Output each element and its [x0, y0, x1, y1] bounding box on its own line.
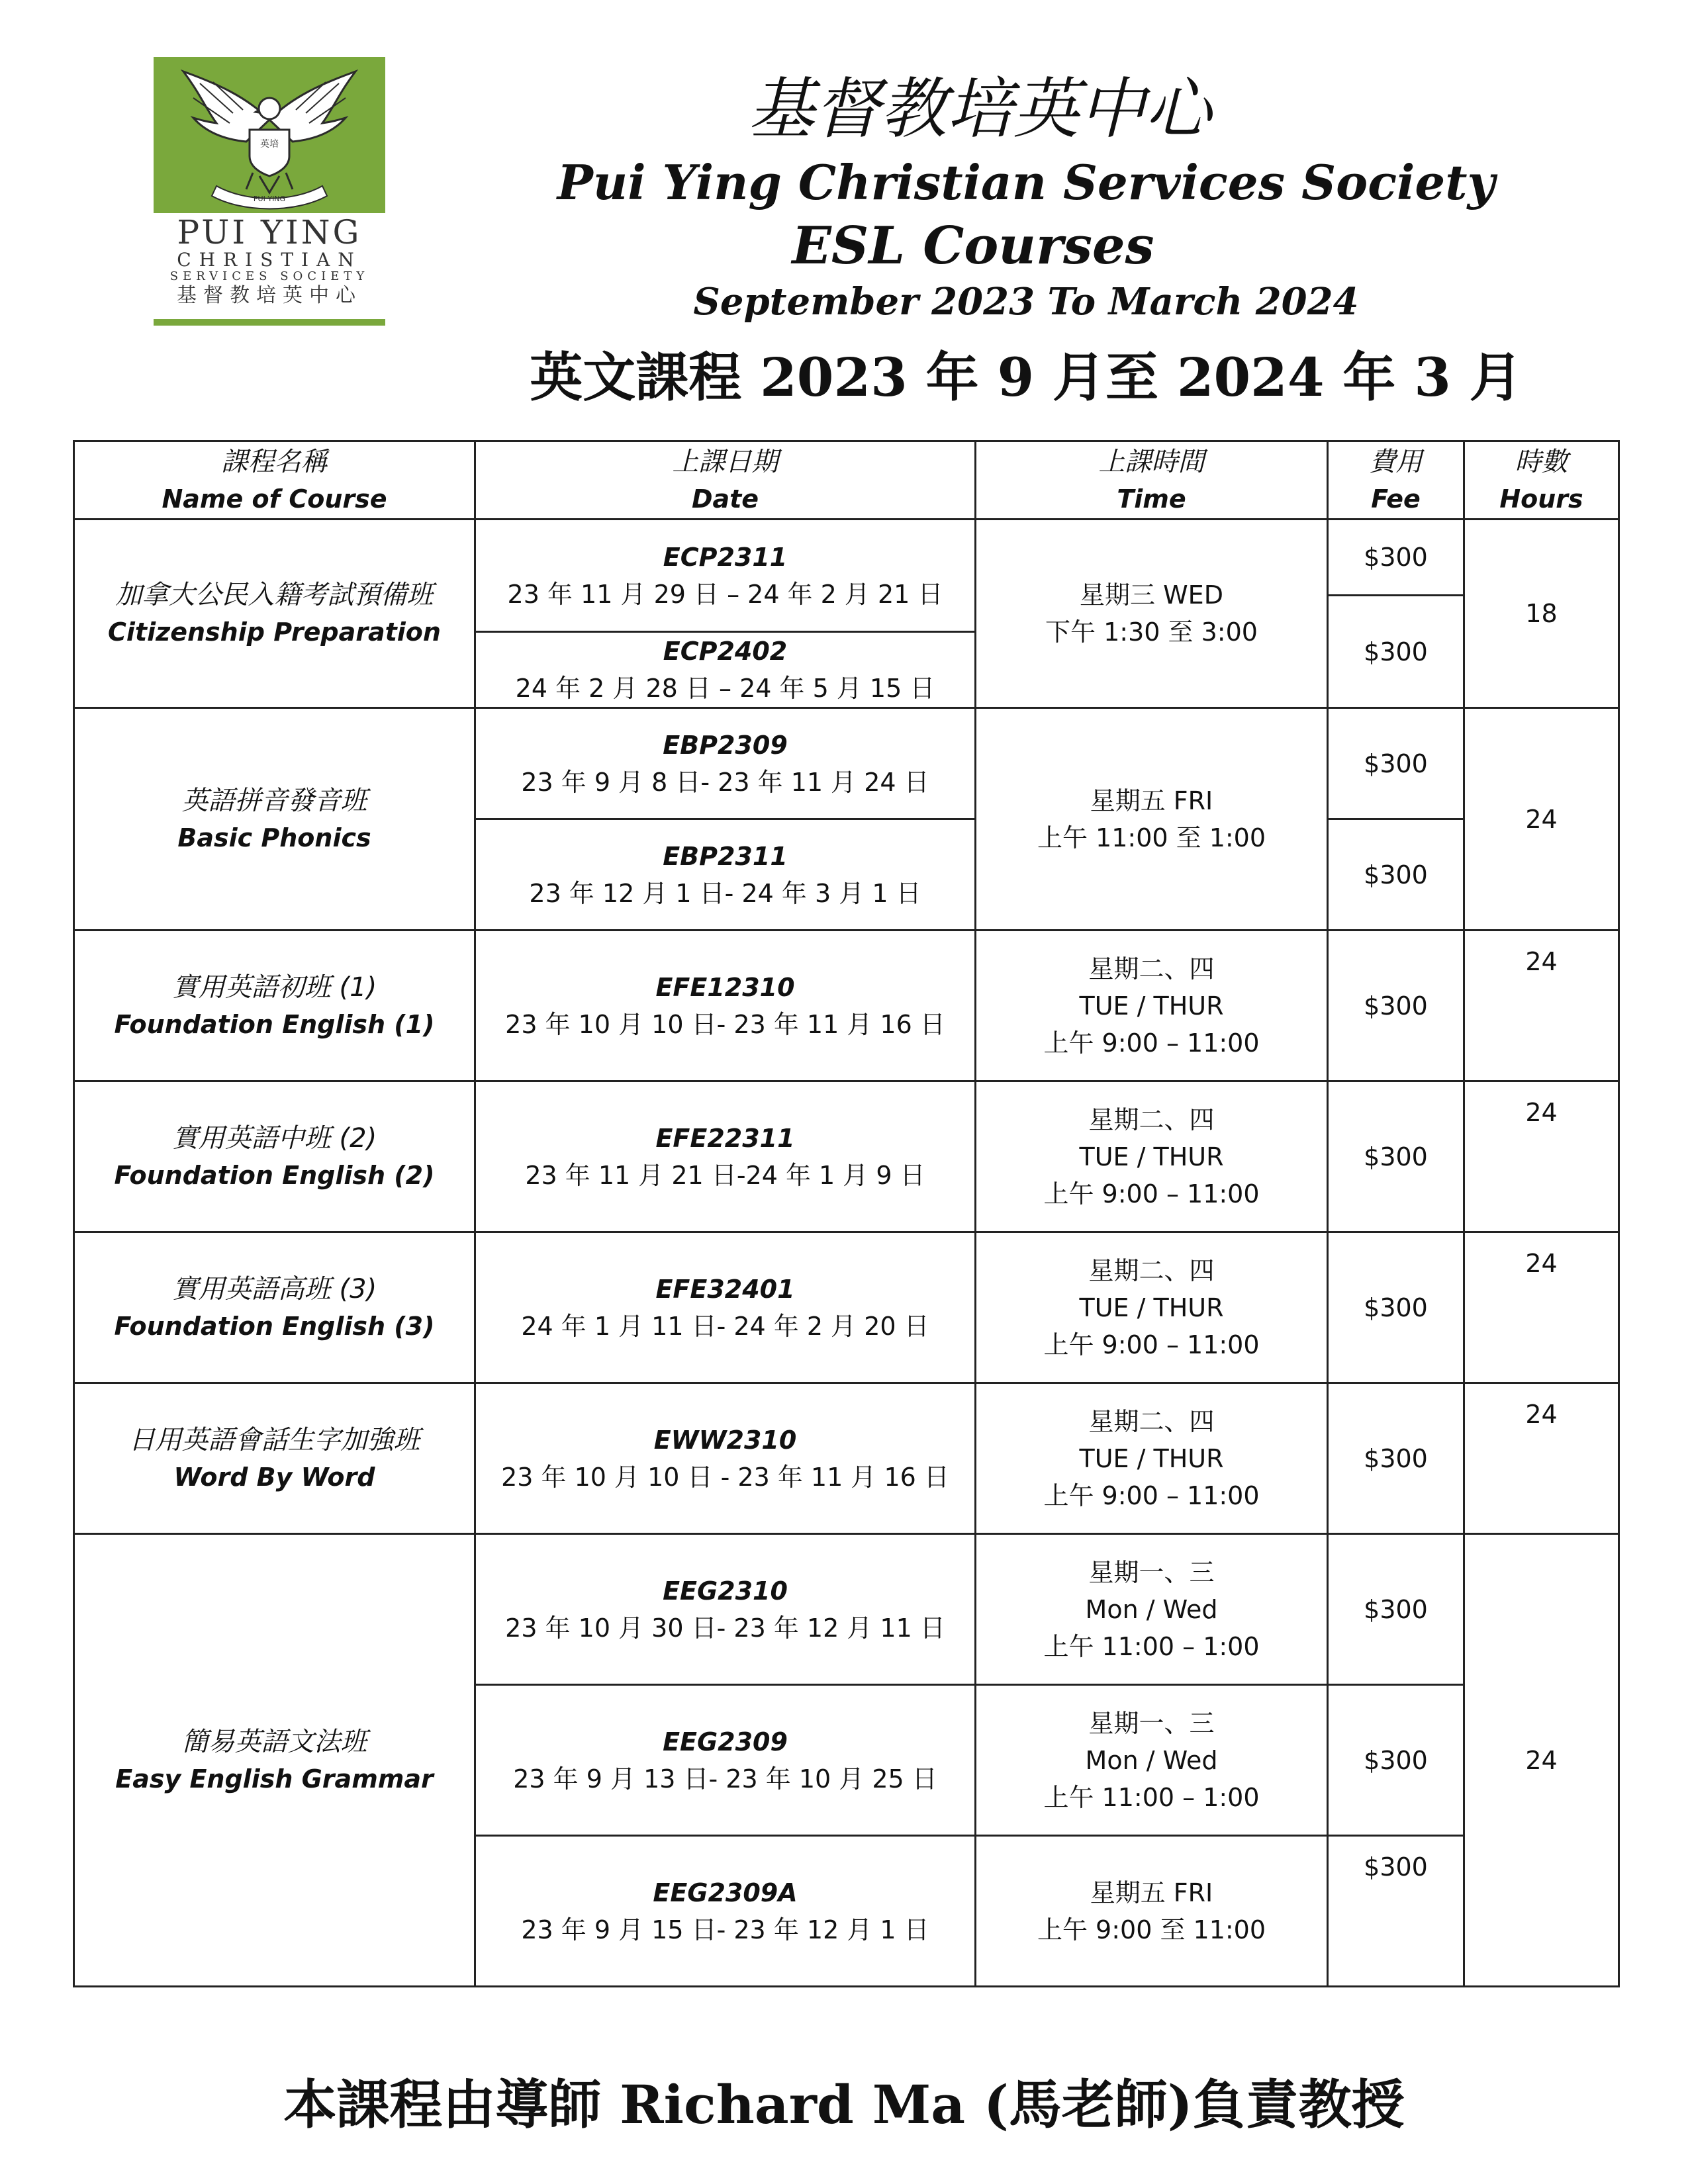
course-name-cell [74, 1081, 475, 1232]
time-cell [976, 1232, 1328, 1383]
header-en: Time [1117, 484, 1186, 514]
header-time [976, 441, 1328, 520]
time-day: 星期五 FRI [1090, 1878, 1213, 1907]
table-row [74, 1232, 1619, 1383]
date-cell [475, 1232, 976, 1383]
header-date [475, 441, 976, 520]
time-day-en: TUE / THUR [1079, 1443, 1224, 1473]
header-cn: 課程名稱 [221, 446, 328, 477]
header-cn: 時數 [1515, 446, 1568, 477]
fee-cell [1328, 708, 1464, 819]
title-chinese: 基督教培英中心 [748, 70, 1211, 148]
fee-cell [1328, 1685, 1464, 1836]
period-english: September 2023 To March 2024 [693, 280, 1359, 324]
date-cell [475, 1383, 976, 1534]
course-name-en: Easy English Grammar [115, 1764, 434, 1794]
date-cell [475, 708, 976, 819]
fee-value: $300 [1364, 1852, 1428, 1882]
title-english: Pui Ying Christian Services Society [557, 154, 1495, 210]
header-en: Name of Course [162, 484, 387, 514]
time-day-en: TUE / THUR [1079, 1142, 1224, 1171]
society-logo [154, 57, 385, 326]
time-day: 星期二、四 [1088, 1406, 1215, 1436]
fee-cell [1328, 1534, 1464, 1685]
time-cell [976, 708, 1328, 931]
logo-name: PUI YING [177, 213, 362, 251]
fee-cell [1328, 931, 1464, 1081]
date-cell [475, 1081, 976, 1232]
header-cn: 費用 [1369, 446, 1423, 477]
course-name-en: Basic Phonics [177, 823, 371, 852]
course-date: 23 年 9 月 13 日- 23 年 10 月 25 日 [513, 1764, 937, 1794]
course-name-cell [74, 1383, 475, 1534]
course-name-en: Foundation English (1) [114, 1009, 435, 1039]
time-hours: 上午 9:00 至 11:00 [1037, 1915, 1266, 1944]
hours-cell [1464, 931, 1619, 1081]
hours-value: 24 [1525, 804, 1558, 834]
fee-value: $300 [1364, 543, 1428, 572]
period-chinese: 英文課程 2023 年 9 月至 2024 年 3 月 [530, 346, 1523, 408]
logo-badge-text: 英培 [260, 139, 279, 150]
time-cell [976, 1383, 1328, 1534]
course-name-cn: 日用英語會話生字加強班 [128, 1424, 420, 1455]
course-name-cn: 實用英語中班 (2) [171, 1122, 377, 1154]
time-cell [976, 1685, 1328, 1836]
course-date: 23 年 11 月 29 日 – 24 年 2 月 21 日 [507, 579, 943, 609]
time-day: 星期二、四 [1088, 954, 1215, 983]
course-code: EBP2311 [663, 841, 788, 871]
logo-line-4: 基督教培英中心 [177, 284, 362, 307]
course-name-cn: 英語拼音發音班 [181, 785, 367, 816]
course-name-cell [74, 708, 475, 931]
table-header-row [74, 441, 1619, 520]
hours-cell [1464, 1081, 1619, 1232]
table-row [74, 931, 1619, 1081]
date-cell [475, 1685, 976, 1836]
hours-cell [1464, 1232, 1619, 1383]
date-cell [475, 819, 976, 931]
course-date: 23 年 9 月 15 日- 23 年 12 月 1 日 [521, 1915, 929, 1944]
table-row [74, 708, 1619, 819]
course-name-en: Word By Word [173, 1462, 375, 1492]
header-hours [1464, 441, 1619, 520]
fee-value: $300 [1364, 1594, 1428, 1624]
time-cell [976, 931, 1328, 1081]
logo-line-3: SERVICES SOCIETY [169, 269, 369, 283]
fee-cell [1328, 520, 1464, 596]
date-cell [475, 1534, 976, 1685]
time-hours: 上午 9:00 – 11:00 [1043, 1330, 1260, 1359]
course-name-cell [74, 520, 475, 708]
time-hours: 上午 11:00 至 1:00 [1037, 823, 1266, 852]
course-date: 24 年 2 月 28 日 – 24 年 5 月 15 日 [515, 674, 935, 703]
fee-cell [1328, 596, 1464, 708]
course-code: EBP2309 [663, 730, 788, 760]
time-cell [976, 520, 1328, 708]
course-name-cell [74, 1232, 475, 1383]
course-code: ECP2402 [663, 637, 788, 666]
time-hours: 上午 9:00 – 11:00 [1043, 1480, 1260, 1510]
instructor-note: 本課程由導師 Richard Ma (馬老師)負責教授 [283, 2073, 1405, 2136]
hours-value: 24 [1525, 1745, 1558, 1775]
fee-value: $300 [1364, 1443, 1428, 1473]
time-day-en: TUE / THUR [1079, 991, 1224, 1021]
header-en: Fee [1371, 484, 1421, 514]
time-day-en: TUE / THUR [1079, 1293, 1224, 1322]
fee-cell [1328, 1081, 1464, 1232]
course-name-cn: 實用英語初班 (1) [171, 972, 377, 1003]
time-day-en: Mon / Wed [1085, 1594, 1218, 1624]
date-cell [475, 632, 976, 708]
course-code: EFE22311 [655, 1123, 795, 1153]
header-cn: 上課時間 [1098, 446, 1205, 477]
table-row [74, 520, 1619, 596]
fee-value: $300 [1364, 749, 1428, 778]
course-date: 23 年 10 月 10 日 - 23 年 11 月 16 日 [501, 1462, 949, 1492]
subtitle: ESL Courses [792, 216, 1154, 276]
time-day: 星期三 WED [1080, 580, 1223, 610]
course-name-en: Citizenship Preparation [108, 617, 441, 647]
course-code: ECP2311 [663, 542, 788, 572]
course-name-cn: 實用英語高班 (3) [171, 1273, 377, 1304]
course-name-en: Foundation English (3) [114, 1311, 435, 1341]
course-name-cell [74, 931, 475, 1081]
hours-cell [1464, 520, 1619, 708]
fee-value: $300 [1364, 1293, 1428, 1322]
fee-value: $300 [1364, 991, 1428, 1021]
time-hours: 上午 9:00 – 11:00 [1043, 1028, 1260, 1058]
date-cell [475, 520, 976, 632]
course-name-cn: 加拿大公民入籍考試預備班 [115, 580, 434, 610]
fee-cell [1328, 1383, 1464, 1534]
hours-value: 24 [1525, 1249, 1558, 1278]
header-fee [1328, 441, 1464, 520]
fee-cell [1328, 1836, 1464, 1987]
time-day-en: Mon / Wed [1085, 1745, 1218, 1775]
course-code: EWW2310 [653, 1425, 797, 1455]
header-cn: 上課日期 [672, 446, 778, 477]
course-name-en: Foundation English (2) [114, 1160, 435, 1190]
header-en: Hours [1499, 484, 1583, 514]
table-row [74, 1534, 1619, 1685]
time-day: 星期一、三 [1088, 1708, 1215, 1738]
time-hours: 上午 9:00 – 11:00 [1043, 1179, 1260, 1208]
time-cell [976, 1081, 1328, 1232]
course-code: EFE32401 [655, 1274, 795, 1304]
header-en: Date [691, 484, 759, 514]
hours-value: 18 [1525, 599, 1558, 628]
course-code: EEG2310 [663, 1576, 788, 1606]
time-day: 星期二、四 [1088, 1255, 1215, 1285]
hours-cell [1464, 708, 1619, 931]
hours-value: 24 [1525, 947, 1558, 976]
course-date: 23 年 10 月 10 日- 23 年 11 月 16 日 [505, 1009, 945, 1039]
course-date: 24 年 1 月 11 日- 24 年 2 月 20 日 [521, 1311, 929, 1341]
fee-value: $300 [1364, 1745, 1428, 1775]
logo-underline [154, 319, 385, 326]
fee-value: $300 [1364, 860, 1428, 889]
course-schedule-table [73, 440, 1620, 1987]
table-row [74, 1081, 1619, 1232]
course-name-cell [74, 1534, 475, 1987]
course-name-cn: 簡易英語文法班 [181, 1726, 367, 1757]
fee-cell [1328, 819, 1464, 931]
hours-value: 24 [1525, 1098, 1558, 1127]
header-name-of-course [74, 441, 475, 520]
hours-cell [1464, 1383, 1619, 1534]
time-day: 星期一、三 [1088, 1557, 1215, 1587]
course-code: EFE12310 [655, 972, 795, 1002]
time-cell [976, 1534, 1328, 1685]
logo-line-2: CHRISTIAN [177, 249, 362, 271]
course-date: 23 年 12 月 1 日- 24 年 3 月 1 日 [529, 878, 921, 908]
time-day: 星期二、四 [1088, 1105, 1215, 1134]
eagle-icon [154, 57, 385, 213]
fee-value: $300 [1364, 637, 1428, 666]
time-day: 星期五 FRI [1090, 786, 1213, 815]
table-row [74, 1383, 1619, 1534]
date-cell [475, 931, 976, 1081]
time-cell [976, 1836, 1328, 1987]
fee-value: $300 [1364, 1142, 1428, 1171]
time-hours: 下午 1:30 至 3:00 [1045, 617, 1258, 647]
time-hours: 上午 11:00 – 1:00 [1043, 1782, 1260, 1812]
course-date: 23 年 10 月 30 日- 23 年 12 月 11 日 [505, 1613, 945, 1643]
logo-emblem [154, 57, 385, 213]
hours-cell [1464, 1534, 1619, 1987]
course-date: 23 年 11 月 21 日-24 年 1 月 9 日 [525, 1160, 925, 1190]
fee-cell [1328, 1232, 1464, 1383]
course-code: EEG2309A [653, 1878, 798, 1907]
course-code: EEG2309 [663, 1727, 788, 1756]
hours-value: 24 [1525, 1400, 1558, 1429]
time-hours: 上午 11:00 – 1:00 [1043, 1631, 1260, 1661]
logo-ribbon-text: PUI YING [253, 195, 286, 203]
course-date: 23 年 9 月 8 日- 23 年 11 月 24 日 [521, 767, 929, 797]
date-cell [475, 1836, 976, 1987]
